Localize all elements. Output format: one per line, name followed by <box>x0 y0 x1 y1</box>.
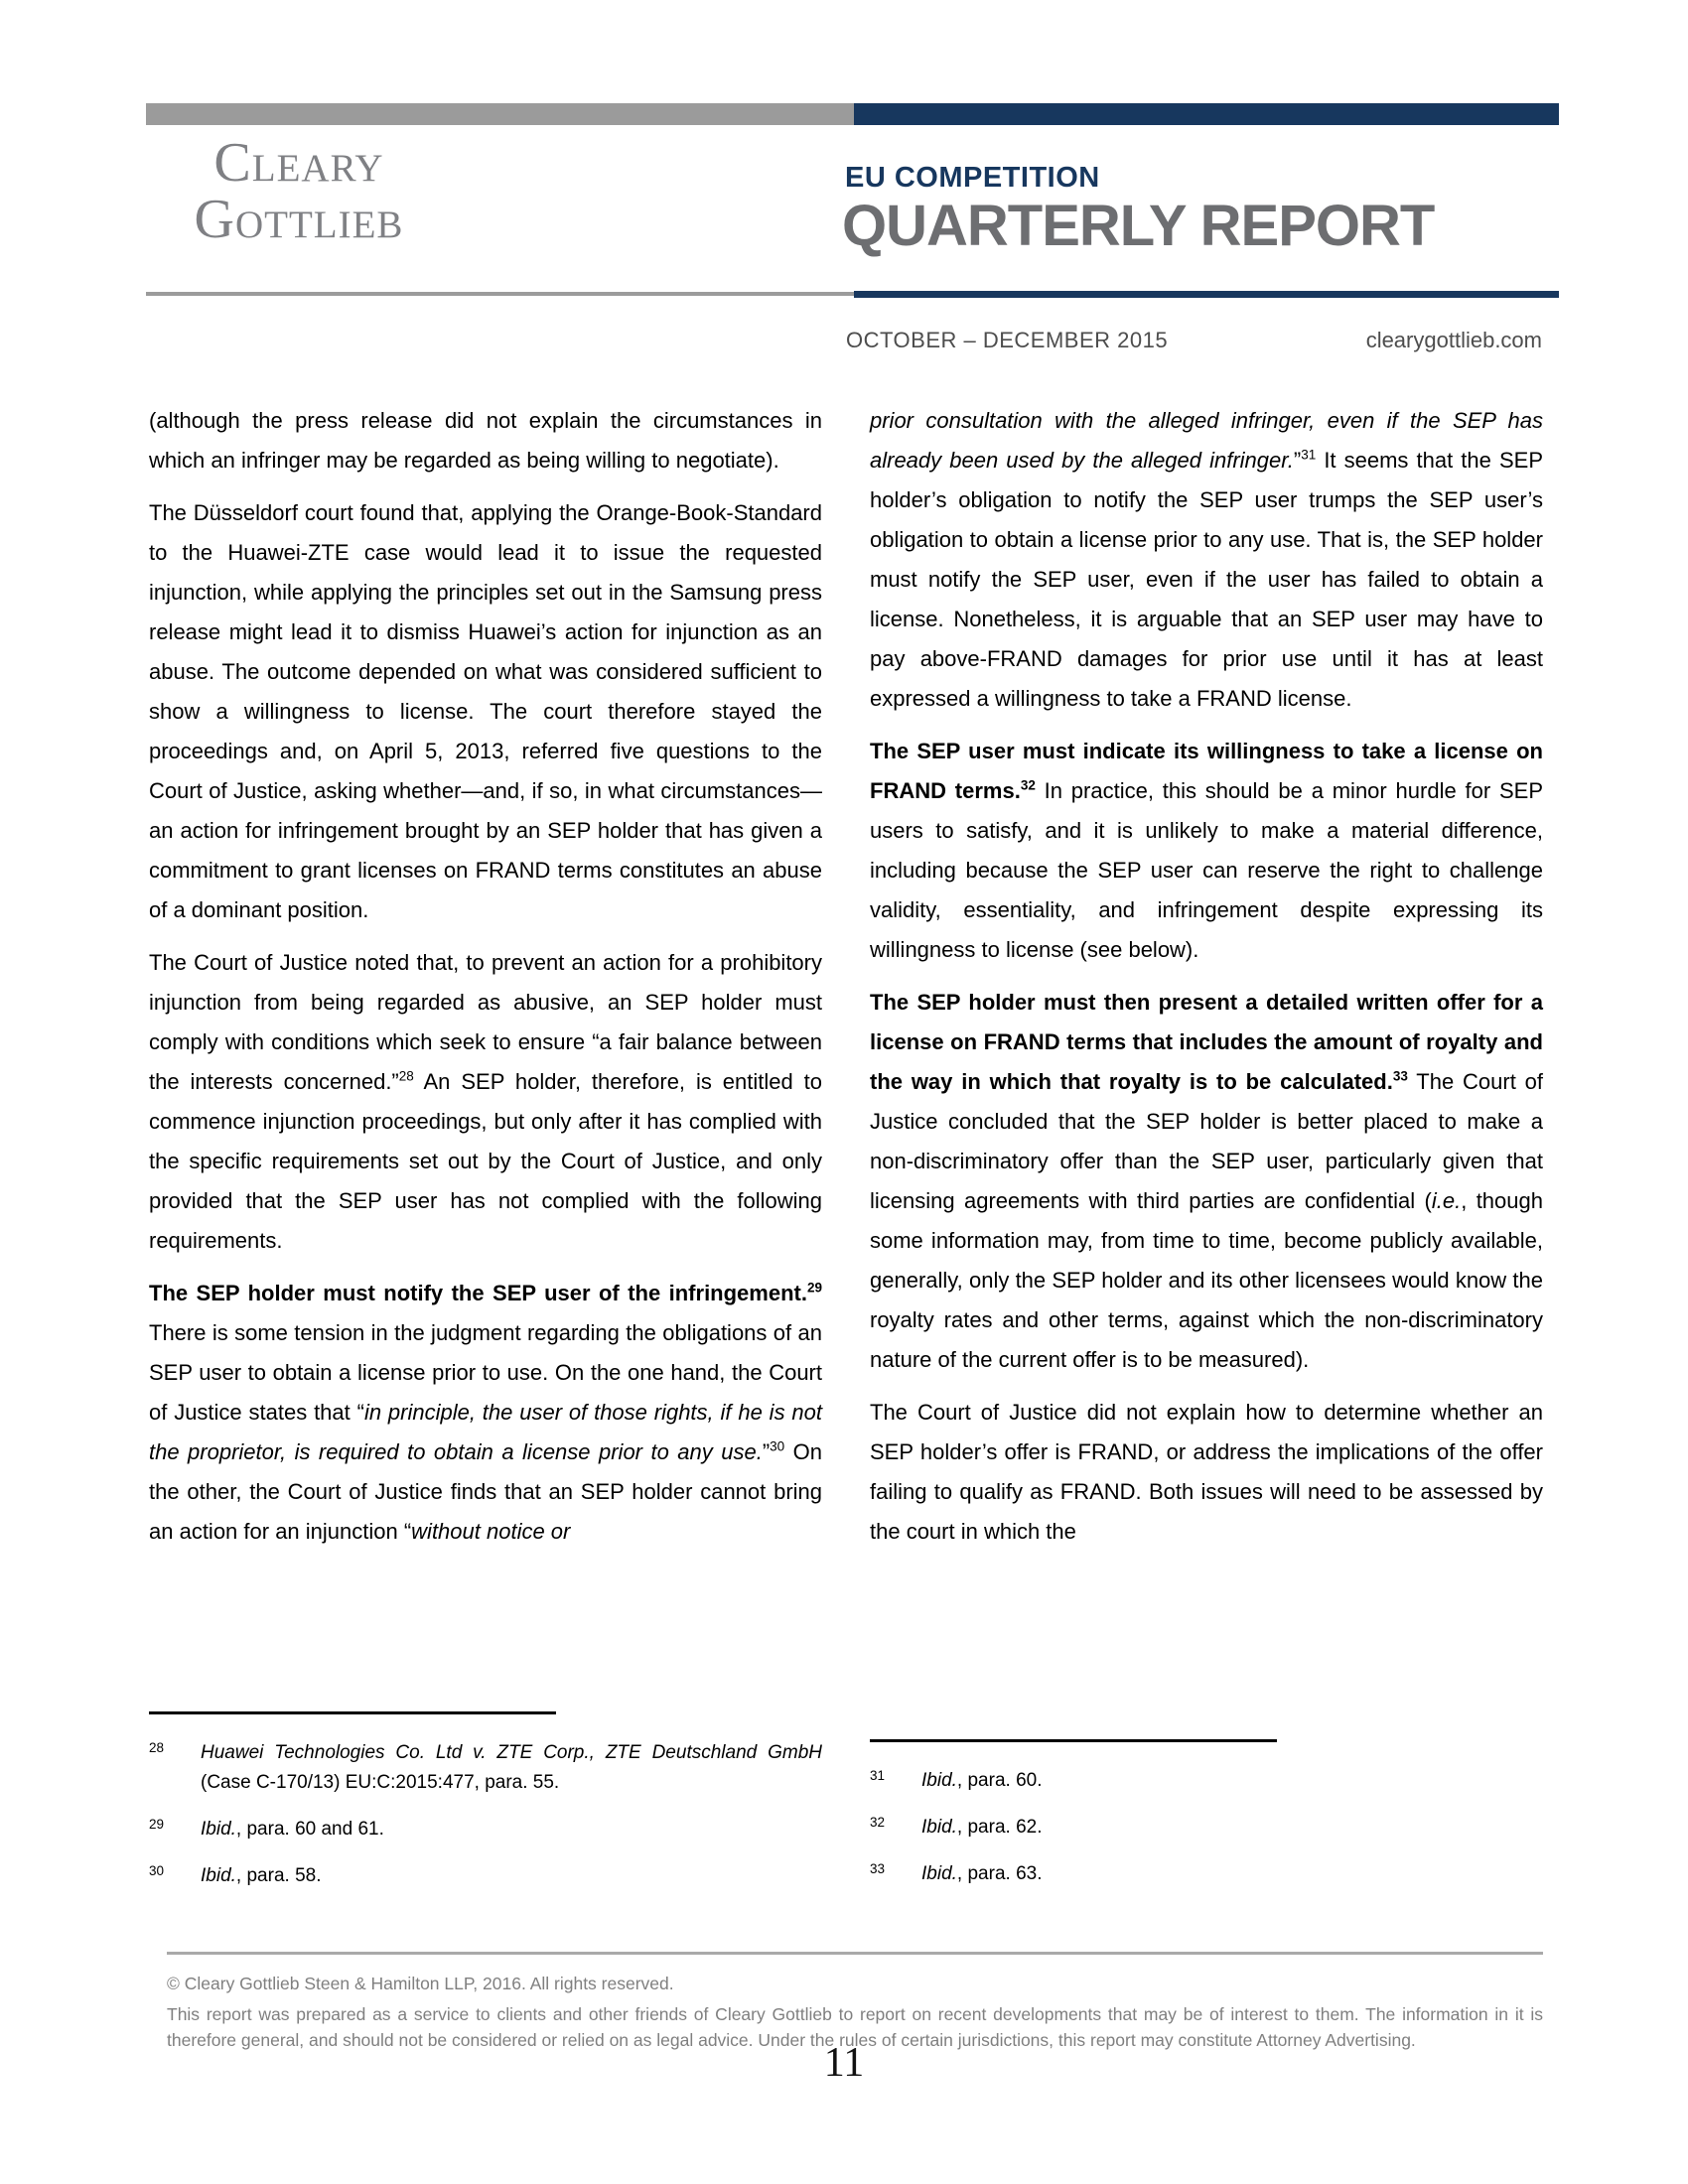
footnotes-right <box>870 1739 1543 1906</box>
paragraph: The Court of Justice did not explain how to determine whether an SEP holder’s offer is FRAND, or address the implications of the offer failing to qualify as FRAND. Both issues will need to be assessed by the court in which the <box>870 1400 1543 1544</box>
paragraph: The Düsseldorf court found that, applying the Orange-Book-Standard to the Huawei-ZTE case would lead it to issue the requested injunction, while applying the principles set out in the Samsung press release might lead it to dismiss Huawei’s action for injunction as an abuse. The outcome depended on what was considered sufficient to show a willingness to license. The court therefore stayed the proceedings and, on April 5, 2013, referred five questions to the Court of Justice, asking whether—and, if so, in what circumstances—an action for infringement brought by an SEP holder that has given a commitment to grant licenses on FRAND terms constitutes an abuse of a dominant position. <box>149 500 822 922</box>
page-title: QUARTERLY REPORT <box>842 194 1435 258</box>
footnote-30 <box>149 1861 822 1891</box>
copyright-line: © Cleary Gottlieb Steen & Hamilton LLP, 2016. All rights reserved. <box>167 1974 674 1993</box>
footnote-text: Ibid., para. 62. <box>921 1817 1043 1838</box>
logo-line-gottlieb: Gottlieb <box>194 189 404 250</box>
logo-line-cleary: Cleary <box>213 132 384 194</box>
footnote-text: Ibid., para. 60. <box>921 1770 1043 1791</box>
footnote-divider <box>870 1739 1277 1742</box>
footnote-number: 33 <box>870 1861 886 1876</box>
footnote-number: 32 <box>870 1815 886 1830</box>
footnotes-left <box>149 1711 822 1908</box>
paragraph: The Court of Justice noted that, to prevent an action for a prohibitory injunction from being regarded as abusive, an SEP holder must comply with conditions which seek to ensure “a fair balance between the interests concerned.”$^{28}$ An SEP holder, therefore, is entitled to commence injunction proceedings, but only after it has complied with the specific requirements set out by the Court of Justice, and only provided that the SEP user has not complied with the following requirements. <box>149 950 822 1253</box>
footnote-text: Huawei Technologies Co. Ltd v. ZTE Corp., ZTE Deutschland GmbH (Case C-170/13) EU:C:2015:477, para. 55. <box>201 1742 822 1793</box>
footnote-number: 31 <box>870 1768 886 1783</box>
paragraph: (although the press release did not explain the circumstances in which an infringer may be regarded as being willing to negotiate). <box>149 408 822 473</box>
right-column <box>870 401 1543 1565</box>
left-column <box>149 401 822 1565</box>
top-accent-bar-gray <box>146 103 854 125</box>
footnote-number: 29 <box>149 1817 165 1832</box>
cleary-gottlieb-logo <box>147 132 451 250</box>
header-divider-navy <box>854 291 1559 298</box>
footnote-31 <box>870 1766 1543 1796</box>
footnote-text: Ibid., para. 58. <box>201 1865 322 1886</box>
report-period: OCTOBER – DECEMBER 2015 <box>846 328 1169 352</box>
disclaimer-text: This report was prepared as a service to clients and other friends of Cleary Gottlieb to report on recent developments that may be of interest to them. The information in it is therefore general, and should not be considered or relied on as legal advice. Under the rules of certain jurisdictions, this report may constitute Attorney Advertising. <box>167 2004 1543 2050</box>
header-divider <box>146 290 1559 298</box>
report-kicker: EU COMPETITION <box>845 162 1100 194</box>
paragraph: The SEP holder must then present a detailed written offer for a license on FRAND terms that includes the amount of royalty and the way in which that royalty is to be calculated.$^{33}$ The Court of Justice concluded that the SEP holder is better placed to make a non-discriminatory offer than the SEP user, particularly given that licensing agreements with third parties are confidential (i.e., though some information may, from time to time, become publicly available, generally, only the SEP holder and its other licensees would know the royalty rates and other terms, against which the non-discriminatory nature of the current offer is to be measured). <box>870 990 1543 1372</box>
footnote-29 <box>149 1815 822 1844</box>
footer-divider <box>167 1952 1543 1955</box>
paragraph: prior consultation with the alleged infringer, even if the SEP has already been used by the alleged infringer.”$^{31}$ It seems that the SEP holder’s obligation to notify the SEP user trumps the SEP user’s obligation to obtain a license prior to any use. That is, the SEP holder must notify the SEP user, even if the user has failed to obtain a license. Nonetheless, it is arguable that an SEP user may have to pay above-FRAND damages for prior use until it has at least expressed a willingness to take a FRAND license. <box>870 408 1543 711</box>
top-accent-bar <box>146 103 1559 125</box>
footnote-33 <box>870 1859 1543 1889</box>
footnote-text: Ibid., para. 60 and 61. <box>201 1819 384 1840</box>
footnote-32 <box>870 1813 1543 1843</box>
footnote-28 <box>149 1738 822 1798</box>
header-divider-gray <box>146 292 854 296</box>
footnote-divider <box>149 1711 556 1714</box>
page-number: 11 <box>823 2040 865 2086</box>
footnote-number: 30 <box>149 1863 165 1878</box>
website-url: clearygottlieb.com <box>1365 328 1542 352</box>
footnote-text: Ibid., para. 63. <box>921 1863 1043 1884</box>
top-accent-bar-navy <box>854 103 1559 125</box>
paragraph: The SEP holder must notify the SEP user of the infringement.$^{29}$ There is some tension in the judgment regarding the obligations of an SEP user to obtain a license prior to use. On the one hand, the Court of Justice states that “in principle, the user of those rights, if he is not the proprietor, is required to obtain a license prior to any use.”$^{30}$ On the other, the Court of Justice finds that an SEP holder cannot bring an action for an injunction “without notice or <box>149 1280 823 1544</box>
paragraph: The SEP user must indicate its willingness to take a license on FRAND terms.$^{32}$ In practice, this should be a minor hurdle for SEP users to satisfy, and it is unlikely to make a material difference, including because the SEP user can reserve the right to challenge validity, essentiality, and infringement despite expressing its willingness to license (see below). <box>870 739 1543 962</box>
footnote-number: 28 <box>149 1740 165 1755</box>
